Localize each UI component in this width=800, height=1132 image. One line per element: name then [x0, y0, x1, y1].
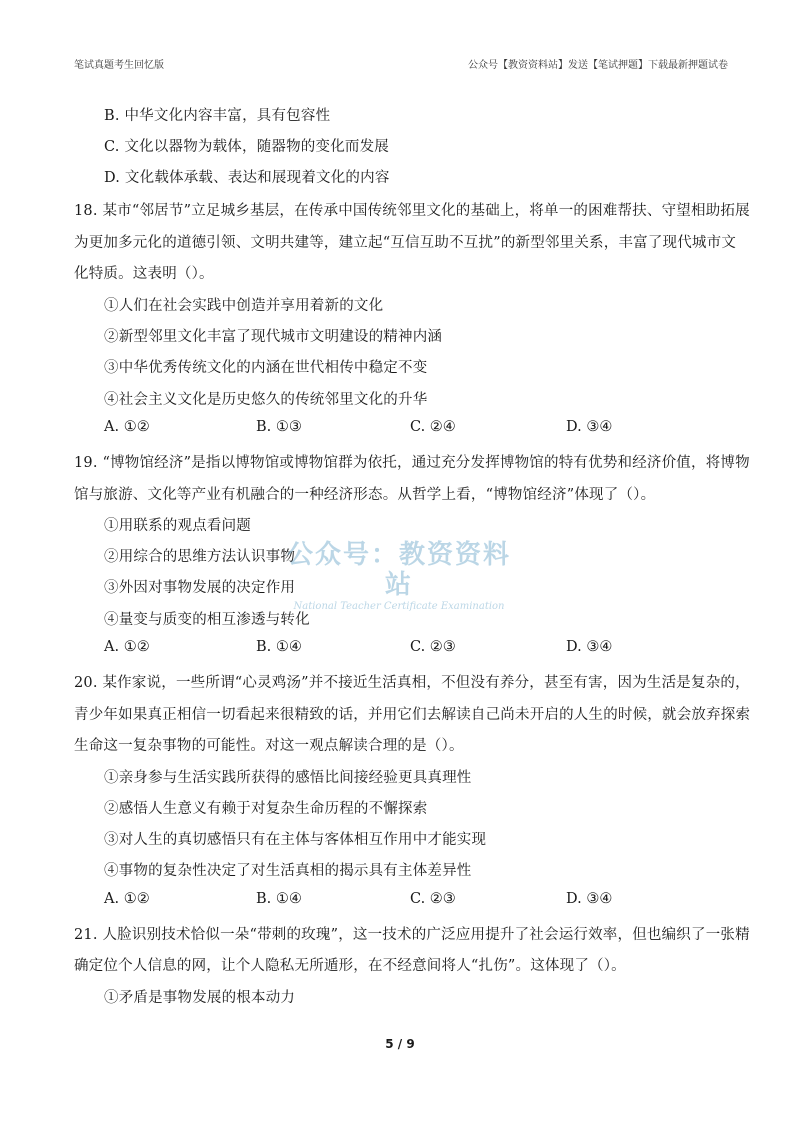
q18-choice-c: C. ②④: [410, 419, 456, 435]
q20-choice-b: B. ①④: [256, 891, 302, 907]
q20-stem-line: 20. 某作家说，一些所谓“心灵鸡汤”并不接近生活真相，不但没有养分，甚至有害，因为生活是复杂的，: [74, 675, 750, 691]
header-right-text: 公众号【教资资料站】发送【笔试押题】下载最新押题试卷: [468, 60, 728, 71]
q18-statement: ④社会主义文化是历史悠久的传统邻里文化的升华: [104, 392, 428, 408]
q19-stem-line: 19. “博物馆经济”是指以博物馆或博物馆群为依托，通过充分发挥博物馆的特有优势和经济价值，将博物: [74, 455, 750, 471]
q18-statement: ③中华优秀传统文化的内涵在世代相传中稳定不变: [104, 360, 428, 376]
q20-statement: ①亲身参与生活实践所获得的感悟比间接经验更具真理性: [104, 770, 472, 786]
q19-choice-c: C. ②③: [410, 639, 456, 655]
watermark-sub-text: National Teacher Certificate Examination: [293, 601, 505, 612]
header-left-text: 笔试真题考生回忆版: [74, 60, 164, 71]
page-number: 5 / 9: [385, 1037, 415, 1051]
q20-statement: ②感悟人生意义有赖于对复杂生命历程的不懈探索: [104, 801, 428, 817]
q18-stem-line: 化特质。这表明（）。: [74, 266, 214, 282]
q19-choice-d: D. ③④: [566, 639, 613, 655]
q18-choice-b: B. ①③: [256, 419, 302, 435]
q21-stem-line: 21. 人脸识别技术恰似一朵“带刺的玫瑰”，这一技术的广泛应用提升了社会运行效率，但也编织了一张精: [74, 927, 750, 943]
watermark-main-text: 公众号：教资资料站: [286, 540, 511, 600]
q20-statement: ④事物的复杂性决定了对生活真相的揭示具有主体差异性: [104, 863, 472, 879]
q19-choice-b: B. ①④: [256, 639, 302, 655]
q19-statement: ③外因对事物发展的决定作用: [104, 580, 296, 596]
q20-choice-c: C. ②③: [410, 891, 456, 907]
q20-stem-line: 青少年如果真正相信一切看起来很精致的话，并用它们去解读自己尚未开启的人生的时候，就会放弃探索: [74, 707, 751, 723]
q17-option-d: D. 文化载体承载、表达和展现着文化的内容: [104, 170, 390, 186]
q20-stem-line: 生命这一复杂事物的可能性。对这一观点解读合理的是（）。: [74, 738, 464, 754]
q21-stem-line: 确定位个人信息的网，让个人隐私无所遁形，在不经意间将人“扎伤”。这体现了（）。: [74, 958, 626, 974]
q18-statement: ②新型邻里文化丰富了现代城市文明建设的精神内涵: [104, 329, 443, 345]
q19-statement: ②用综合的思维方法认识事物: [104, 549, 296, 565]
watermark: [280, 540, 518, 612]
q18-statement: ①人们在社会实践中创造并享用着新的文化: [104, 298, 384, 314]
q18-stem-line: 18. 某市“邻居节”立足城乡基层，在传承中国传统邻里文化的基础上，将单一的困难帮扶、守望相助拓展: [74, 203, 750, 219]
q18-choice-a: A. ①②: [104, 419, 150, 435]
q17-option-b: B. 中华文化内容丰富，具有包容性: [104, 108, 331, 124]
q19-statement: ④量变与质变的相互渗透与转化: [104, 612, 310, 628]
q18-choice-d: D. ③④: [566, 419, 613, 435]
q20-choice-d: D. ③④: [566, 891, 613, 907]
q19-choice-a: A. ①②: [104, 639, 150, 655]
q20-statement: ③对人生的真切感悟只有在主体与客体相互作用中才能实现: [104, 832, 487, 848]
q19-stem-line: 馆与旅游、文化等产业有机融合的一种经济形态。从哲学上看，“博物馆经济”体现了（）。: [74, 487, 656, 503]
q17-option-c: C. 文化以器物为载体，随器物的变化而发展: [104, 139, 389, 155]
q18-stem-line: 为更加多元化的道德引领、文明共建等，建立起“互信互助不互扰”的新型邻里关系，丰富了现代城市文: [74, 235, 737, 251]
q19-statement: ①用联系的观点看问题: [104, 518, 251, 534]
q21-statement: ①矛盾是事物发展的根本动力: [104, 990, 296, 1006]
q20-choice-a: A. ①②: [104, 891, 150, 907]
